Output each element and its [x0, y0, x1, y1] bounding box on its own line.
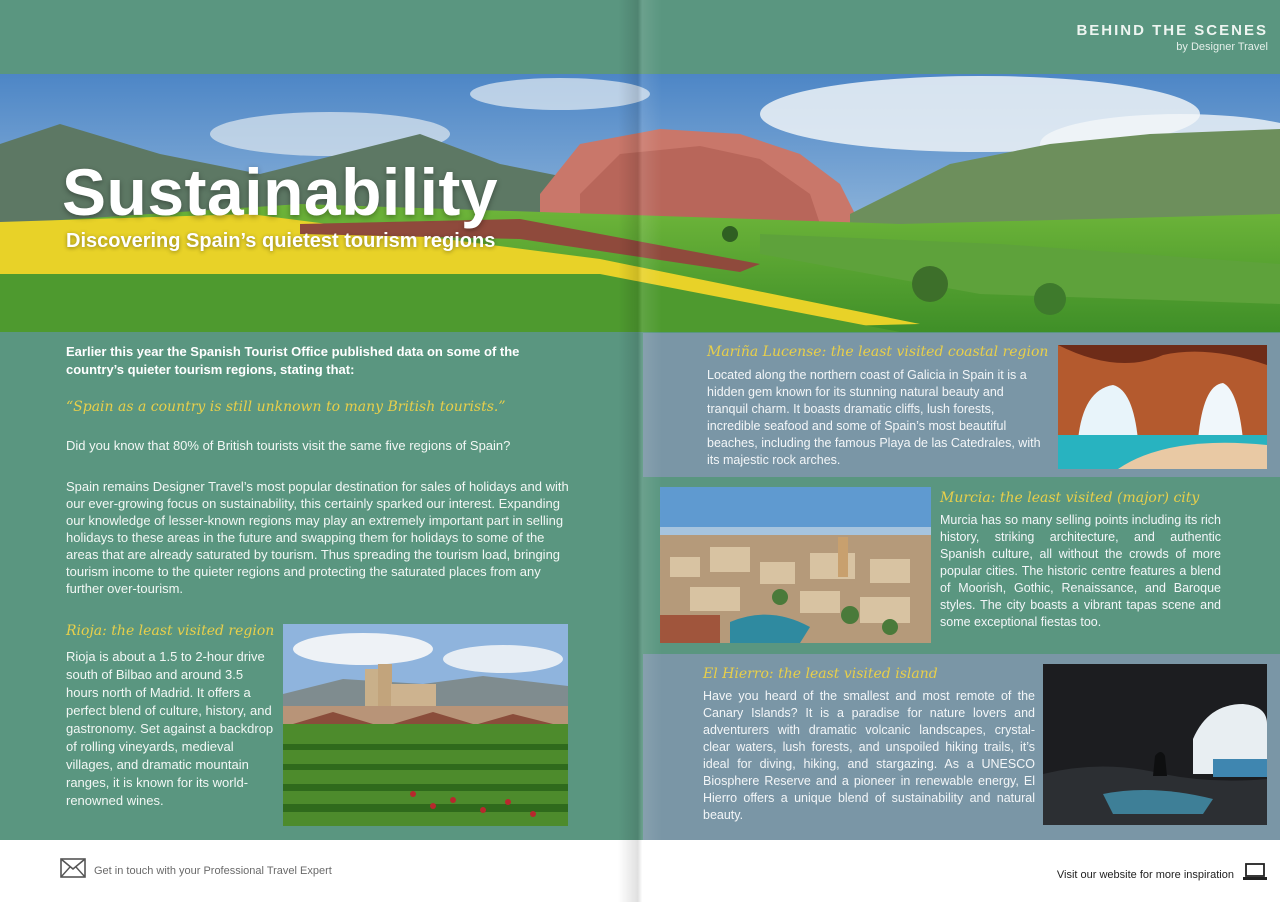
laptop-icon [1242, 862, 1268, 887]
website-link[interactable] [1057, 862, 1268, 887]
murcia-photo [660, 487, 931, 643]
hero-subtitle: Discovering Spain’s quietest tourism regions [66, 230, 496, 252]
hierro-photo [1043, 664, 1267, 825]
marina-text: Located along the northern coast of Galicia in Spain it is a hidden gem known for its stunning natural beauty and tranquil charm. It boasts dramatic cliffs, lush forests, incredible seafood and some of Spain’s most beautiful beaches, including the famous Playa de las Catedrales, with its majestic rock arches. [707, 368, 1041, 467]
pull-quote: “Spain as a country is still unknown to many British tourists.” [66, 399, 506, 415]
rioja-photo [283, 624, 568, 826]
envelope-icon [60, 858, 86, 883]
hierro-heading: El Hierro: the least visited island [703, 666, 938, 682]
hero-title: Sustainability [62, 155, 499, 229]
rioja-text: Rioja is about a 1.5 to 2-hour drive south of Bilbao and around 3.5 hours north of Madrid. It offers a perfect blend of culture, history, and gastronomy. Set against a backdrop of rolling vineyards, medieval villages, and dramatic mountain ranges, it is known for its world-renowned wines. [66, 649, 274, 808]
body-paragraph: Spain remains Designer Travel’s most popular destination for sales of holidays and with our ever-growing focus on sustainability, this certainly sparked our interest. Expanding our knowledge of lesser-known regions may play an extremely important part in selling holidays to these areas in the future and swapping them for holidays to some of the areas that are already saturated by tourism. Thus spreading the tourism load, bringing tourism income to the quieter regions and protecting the saturated places from any further over-tourism. [66, 479, 569, 596]
contact-text: Get in touch with your Professional Travel Expert [94, 864, 332, 877]
brand-header [1076, 22, 1268, 53]
marina-heading: Mariña Lucense: the least visited coastal region [707, 344, 1049, 360]
hero-image [0, 74, 1280, 332]
rioja-heading: Rioja: the least visited region [66, 623, 275, 639]
hierro-text: Have you heard of the smallest and most remote of the Canary Islands? It is a paradise for nature lovers and adventurers with dramatic volcanic landscapes, crystal-clear waters, lush forests, and unspoiled hiking trails, it’s ideal for diving, hiking, and stargazing. As a UNESCO Biosphere Reserve and a pioneer in renewable energy, El Hierro offers a unique blend of sustainability and natural beauty. [703, 689, 1035, 822]
murcia-text: Murcia has so many selling points including its rich history, striking architecture, and authentic Spanish culture, all without the crowds of more popular cities. The historic centre features a blend of Moorish, Gothic, Renaissance, and Baroque styles. The city boasts a vibrant tapas scene and some exceptional fiestas too. [940, 513, 1221, 629]
intro-text: Earlier this year the Spanish Tourist Office published data on some of the country’s quieter tourism regions, stating that: [66, 344, 520, 377]
brand-title: BEHIND THE SCENES [1076, 22, 1268, 39]
marina-photo [1058, 345, 1267, 469]
murcia-heading: Murcia: the least visited (major) city [940, 490, 1200, 506]
brand-subtitle: by Designer Travel [1176, 41, 1268, 53]
contact-link[interactable] [60, 858, 332, 883]
website-text: Visit our website for more inspiration [1056, 868, 1234, 881]
statistic-question: Did you know that 80% of British tourists visit the same five regions of Spain? [66, 438, 511, 453]
